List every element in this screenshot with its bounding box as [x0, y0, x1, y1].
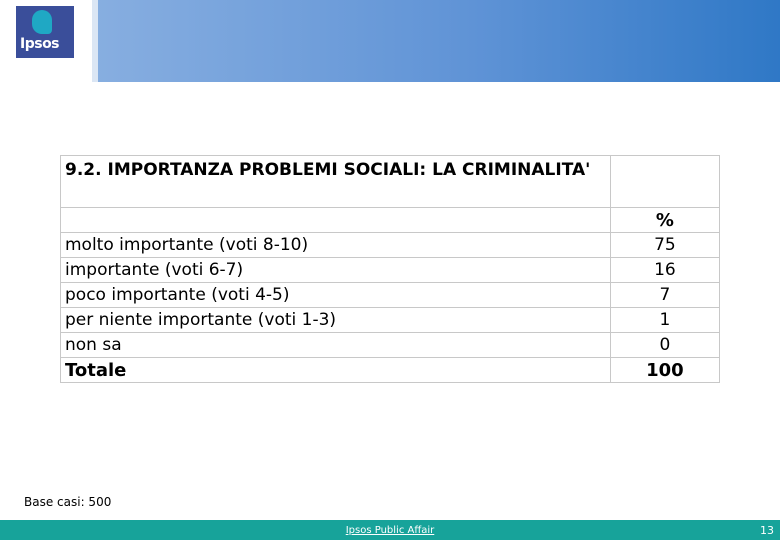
- row-value: 7: [610, 283, 719, 308]
- table-total-row: [61, 358, 720, 383]
- table-title: 9.2. IMPORTANZA PROBLEMI SOCIALI: LA CRIMINALITA': [65, 160, 591, 180]
- total-label: Totale: [61, 358, 611, 383]
- row-label: non sa: [61, 333, 611, 358]
- row-label: molto importante (voti 8-10): [61, 233, 611, 258]
- row-label: poco importante (voti 4-5): [61, 283, 611, 308]
- row-value: 75: [610, 233, 719, 258]
- table-header-row: [61, 208, 720, 233]
- row-label: per niente importante (voti 1-3): [61, 308, 611, 333]
- table-row: [61, 308, 720, 333]
- table-title-empty-cell: [610, 156, 719, 208]
- table-row: [61, 333, 720, 358]
- header-label-cell: [61, 208, 611, 233]
- table-row: [61, 283, 720, 308]
- page-number: 13: [760, 524, 774, 537]
- row-label: importante (voti 6-7): [61, 258, 611, 283]
- footer-bar: [0, 520, 780, 540]
- table-row: [61, 233, 720, 258]
- base-cases-note: Base casi: 500: [24, 495, 112, 509]
- row-value: 16: [610, 258, 719, 283]
- table-title-row: [61, 156, 720, 208]
- header-percent-cell: %: [610, 208, 719, 233]
- header-logo-panel: [0, 0, 92, 82]
- table-title-cell: [61, 156, 611, 208]
- row-value: 0: [610, 333, 719, 358]
- footer-link[interactable]: Ipsos Public Affair: [345, 525, 435, 536]
- data-table: [60, 155, 720, 383]
- table-row: [61, 258, 720, 283]
- logo-head-icon: [32, 10, 52, 34]
- logo-text: Ipsos: [20, 36, 60, 52]
- ipsos-logo: [16, 6, 74, 58]
- total-value: 100: [610, 358, 719, 383]
- header-banner: [98, 0, 780, 82]
- row-value: 1: [610, 308, 719, 333]
